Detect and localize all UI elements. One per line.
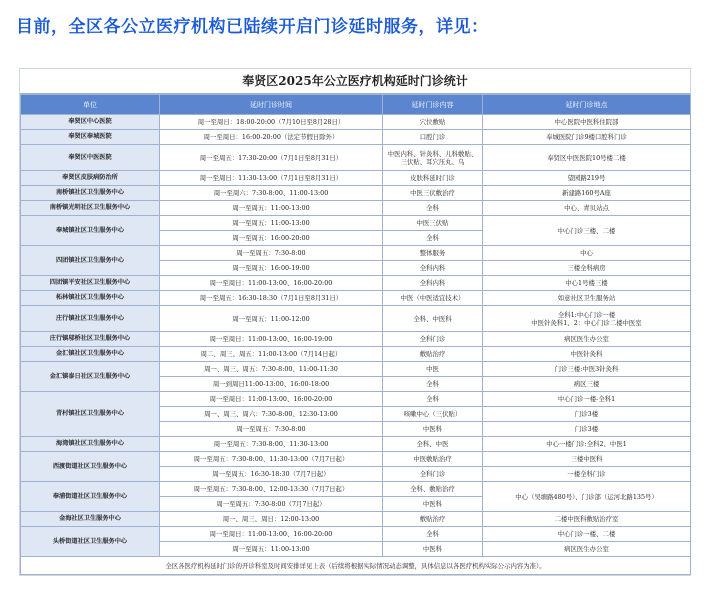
place-cell: 中心门诊三楼、二楼 bbox=[483, 216, 691, 246]
time-cell: 周一至周五：7:30-8:00、11:30-13:00（7月7日起） bbox=[160, 452, 383, 467]
place-cell: 病区三楼 bbox=[483, 377, 691, 392]
content-cell: 中医（中医适宜技术） bbox=[383, 291, 483, 306]
unit-cell: 西渡街道社区卫生服务中心 bbox=[21, 452, 160, 482]
table-row bbox=[21, 186, 691, 201]
time-cell: 周一到周日11:00-13:00、16:00-18:00 bbox=[160, 377, 383, 392]
content-cell: 敷贴治疗 bbox=[383, 347, 483, 362]
unit-cell: 柘林镇社区卫生服务中心 bbox=[21, 291, 160, 306]
time-cell: 周一至周五：11:00-13:00 bbox=[160, 542, 383, 557]
time-cell: 周一至周日：11:00-13:00、16:00-20:00 bbox=[160, 527, 383, 542]
content-cell: 全科 bbox=[383, 527, 483, 542]
table-row bbox=[21, 130, 691, 145]
place-cell: 三楼全科病房 bbox=[483, 261, 691, 276]
content-cell: 中医三伏敷治疗 bbox=[383, 186, 483, 201]
unit-cell: 海湾镇社区卫生服务中心 bbox=[21, 437, 160, 452]
table-row bbox=[21, 306, 691, 332]
table-row bbox=[21, 115, 691, 130]
unit-cell: 金汇镇泰日社区卫生服务中心 bbox=[21, 362, 160, 392]
content-cell: 全科 bbox=[383, 392, 483, 407]
header-content: 延时门诊内容 bbox=[383, 95, 483, 115]
time-cell: 周一、周三、周五：7:30-8:00、11:00-11:30 bbox=[160, 362, 383, 377]
place-cell: 三楼中医科 bbox=[483, 452, 691, 467]
place-cell: 如意社区卫生服务站 bbox=[483, 291, 691, 306]
content-cell: 中医内科、针灸科、儿科敷贴、三伏贴、耳穴压丸、乌 bbox=[383, 145, 483, 171]
place-cell bbox=[483, 306, 691, 332]
table-row bbox=[21, 362, 691, 377]
unit-cell: 奉贤区中心医院 bbox=[21, 115, 160, 130]
time-cell: 周一至周日：11:30-13:00（7月1日至8月31日） bbox=[160, 171, 383, 186]
table-row bbox=[21, 527, 691, 542]
document-image bbox=[19, 68, 691, 576]
content-cell: 口腔门诊 bbox=[383, 130, 483, 145]
table-row bbox=[21, 216, 691, 231]
place-cell: 新建路160号A座 bbox=[483, 186, 691, 201]
unit-cell: 四团镇平安社区卫生服务中心 bbox=[21, 276, 160, 291]
place-cell: 病区医生办公室 bbox=[483, 332, 691, 347]
table-header-row bbox=[21, 95, 691, 115]
content-cell: 全科内科 bbox=[383, 261, 483, 276]
time-cell: 周一至周日：11:00-13:00、16:00-20:00 bbox=[160, 276, 383, 291]
unit-cell: 奉贤区奉城医院 bbox=[21, 130, 160, 145]
content-cell: 敷贴治疗 bbox=[383, 512, 483, 527]
time-cell: 周二、周三、周五：11:00-13:00（7月14日起） bbox=[160, 347, 383, 362]
content-cell: 全科门诊 bbox=[383, 467, 483, 482]
time-cell: 周一至周日：18:00-20:00（7月10日至8月28日） bbox=[160, 115, 383, 130]
place-cell: 中心门诊一楼-全科1 bbox=[483, 392, 691, 407]
table-row bbox=[21, 392, 691, 407]
content-cell: 中医科 bbox=[383, 497, 483, 512]
place-cell: 门诊3楼 bbox=[483, 422, 691, 437]
content-cell: 中医科 bbox=[383, 422, 483, 437]
unit-cell: 头桥街道社区卫生服务中心 bbox=[21, 527, 160, 557]
content-cell: 中医 bbox=[383, 362, 483, 377]
clinic-table bbox=[20, 94, 691, 575]
table-row bbox=[21, 276, 691, 291]
place-cell: 中心 bbox=[483, 246, 691, 261]
content-cell: 全科 bbox=[383, 201, 483, 216]
table-row bbox=[21, 482, 691, 497]
content-cell: 中医三伏贴 bbox=[383, 216, 483, 231]
place-cell: 中心门诊一楼、二楼 bbox=[483, 527, 691, 542]
place-cell: 中心医院中医科住院部 bbox=[483, 115, 691, 130]
table-row bbox=[21, 452, 691, 467]
table-row bbox=[21, 201, 691, 216]
time-cell: 周一至周五：11:00-12:00 bbox=[160, 306, 383, 332]
place-cell: 中医针灸科 bbox=[483, 347, 691, 362]
header-time: 延时门诊时间 bbox=[160, 95, 383, 115]
unit-cell: 青村镇社区卫生服务中心 bbox=[21, 392, 160, 437]
time-cell: 周一至周五：7:30-8:00、11:30-13:00 bbox=[160, 437, 383, 452]
time-cell: 周一至周五：7:30-8:00 bbox=[160, 422, 383, 437]
content-cell: 全科、敷贴治疗 bbox=[383, 482, 483, 497]
place-line: 全科1:中心门诊一楼 bbox=[557, 310, 616, 319]
content-cell: 整体服务 bbox=[383, 246, 483, 261]
content-cell: 咳嗽中心（三伏贴） bbox=[383, 407, 483, 422]
unit-cell: 庄行镇社区卫生服务中心 bbox=[21, 306, 160, 332]
place-line: 中医针灸科1、2：中心门诊二楼中医室 bbox=[531, 318, 642, 327]
place-cell: 病区医生办公室 bbox=[483, 542, 691, 557]
unit-cell: 南桥镇社区卫生服务中心 bbox=[21, 186, 160, 201]
table-row bbox=[21, 246, 691, 261]
unit-cell: 奉贤区中医医院 bbox=[21, 145, 160, 171]
time-cell: 周一至周五：16:00-19:00 bbox=[160, 261, 383, 276]
time-cell: 周一、周三、周日：12:00-13:00 bbox=[160, 512, 383, 527]
table-note-row bbox=[21, 557, 691, 575]
unit-cell: 金海社区卫生服务中心 bbox=[21, 512, 160, 527]
place-cell: 望园路219号 bbox=[483, 171, 691, 186]
time-cell: 周一至周日：16:00-20:00（法定节假日除外） bbox=[160, 130, 383, 145]
unit-cell: 庄行镇邬桥社区卫生服务中心 bbox=[21, 332, 160, 347]
unit-cell: 奉城镇社区卫生服务中心 bbox=[21, 216, 160, 246]
place-cell: 门诊3楼 bbox=[483, 407, 691, 422]
place-cell: 一楼全科门诊 bbox=[483, 467, 691, 482]
content-cell: 中医科 bbox=[383, 542, 483, 557]
place-cell: 中心一楼门诊:全科2、中医1 bbox=[483, 437, 691, 452]
place-cell: 二楼中医科敷贴治疗室 bbox=[483, 512, 691, 527]
unit-cell: 四团镇社区卫生服务中心 bbox=[21, 246, 160, 276]
time-cell: 周一至周五：7:30-8:00 bbox=[160, 246, 383, 261]
unit-cell: 南桥镇光明社区卫生服务中心 bbox=[21, 201, 160, 216]
content-cell: 中医敷贴治疗 bbox=[383, 452, 483, 467]
content-cell: 全科内科 bbox=[383, 276, 483, 291]
time-cell: 周一至周五：16:00-20:00 bbox=[160, 231, 383, 246]
table-title: 奉贤区2025年公立医疗机构延时门诊统计 bbox=[20, 69, 690, 94]
place-cell: 门诊三楼:中医3针灸科 bbox=[483, 362, 691, 377]
table-row bbox=[21, 347, 691, 362]
unit-cell: 金汇镇社区卫生服务中心 bbox=[21, 347, 160, 362]
unit-cell: 奉贤区皮肤病防治所 bbox=[21, 171, 160, 186]
place-cell: 奉城医院门诊9楼口腔科门诊 bbox=[483, 130, 691, 145]
content-cell: 全科门诊 bbox=[383, 332, 483, 347]
table-body bbox=[21, 115, 691, 557]
time-cell: 周一至周六：7:30-8:00、11:00-13:00 bbox=[160, 186, 383, 201]
content-cell: 全科 bbox=[383, 377, 483, 392]
time-cell: 周一至周五：16:30-18:30（7月1日至8月31日） bbox=[160, 291, 383, 306]
time-cell: 周一、周三、周六：7:30-8:00、12:30-13:00 bbox=[160, 407, 383, 422]
table-row bbox=[21, 512, 691, 527]
time-cell: 周一至周五：11:00-13:00 bbox=[160, 216, 383, 231]
time-cell: 周一至周五：7:30-8:00（7月7日起） bbox=[160, 497, 383, 512]
time-cell: 周一至周五：7:30-8:00、12:00-13:30（7月7日起） bbox=[160, 482, 383, 497]
time-cell: 周一至周日：11:00-13:00、16:00-19:00 bbox=[160, 332, 383, 347]
place-cell: 中心1号楼三楼 bbox=[483, 276, 691, 291]
table-row bbox=[21, 437, 691, 452]
time-cell: 周一至周五：16:30-18:30（7月7日起） bbox=[160, 467, 383, 482]
table-row bbox=[21, 171, 691, 186]
header-place: 延时门诊地点 bbox=[483, 95, 691, 115]
page-heading: 目前，全区各公立医疗机构已陆续开启门诊延时服务，详见： bbox=[16, 17, 489, 37]
place-cell: 中心、青贝站点 bbox=[483, 201, 691, 216]
header-unit: 单位 bbox=[21, 95, 160, 115]
content-cell: 皮肤科延时门诊 bbox=[383, 171, 483, 186]
content-cell: 全科、中医 bbox=[383, 437, 483, 452]
content-cell: 穴位敷贴 bbox=[383, 115, 483, 130]
place-cell: 奉贤区中医医院10号楼二楼 bbox=[483, 145, 691, 171]
time-cell: 周一至周五：11:00-13:00 bbox=[160, 201, 383, 216]
table-row bbox=[21, 332, 691, 347]
time-cell: 周一至周日：11:00-13:00、16:00-20:00 bbox=[160, 392, 383, 407]
table-row bbox=[21, 145, 691, 171]
unit-cell: 奉浦街道社区卫生服务中心 bbox=[21, 482, 160, 512]
table-note: 全区各医疗机构延时门诊的开诊科室及时间安排详见上表（后续将根据实际情况动态调整，具体信息以各医疗机构实际公示内容为准）。 bbox=[21, 557, 691, 575]
time-cell: 周一至周五：17:30-20:00（7月1日至8月31日） bbox=[160, 145, 383, 171]
place-cell: 中心（吴塘路480号）、门诊部（运河北路135号） bbox=[483, 482, 691, 512]
content-cell: 全科、中医科 bbox=[383, 306, 483, 332]
content-cell: 全科 bbox=[383, 231, 483, 246]
table-row bbox=[21, 291, 691, 306]
